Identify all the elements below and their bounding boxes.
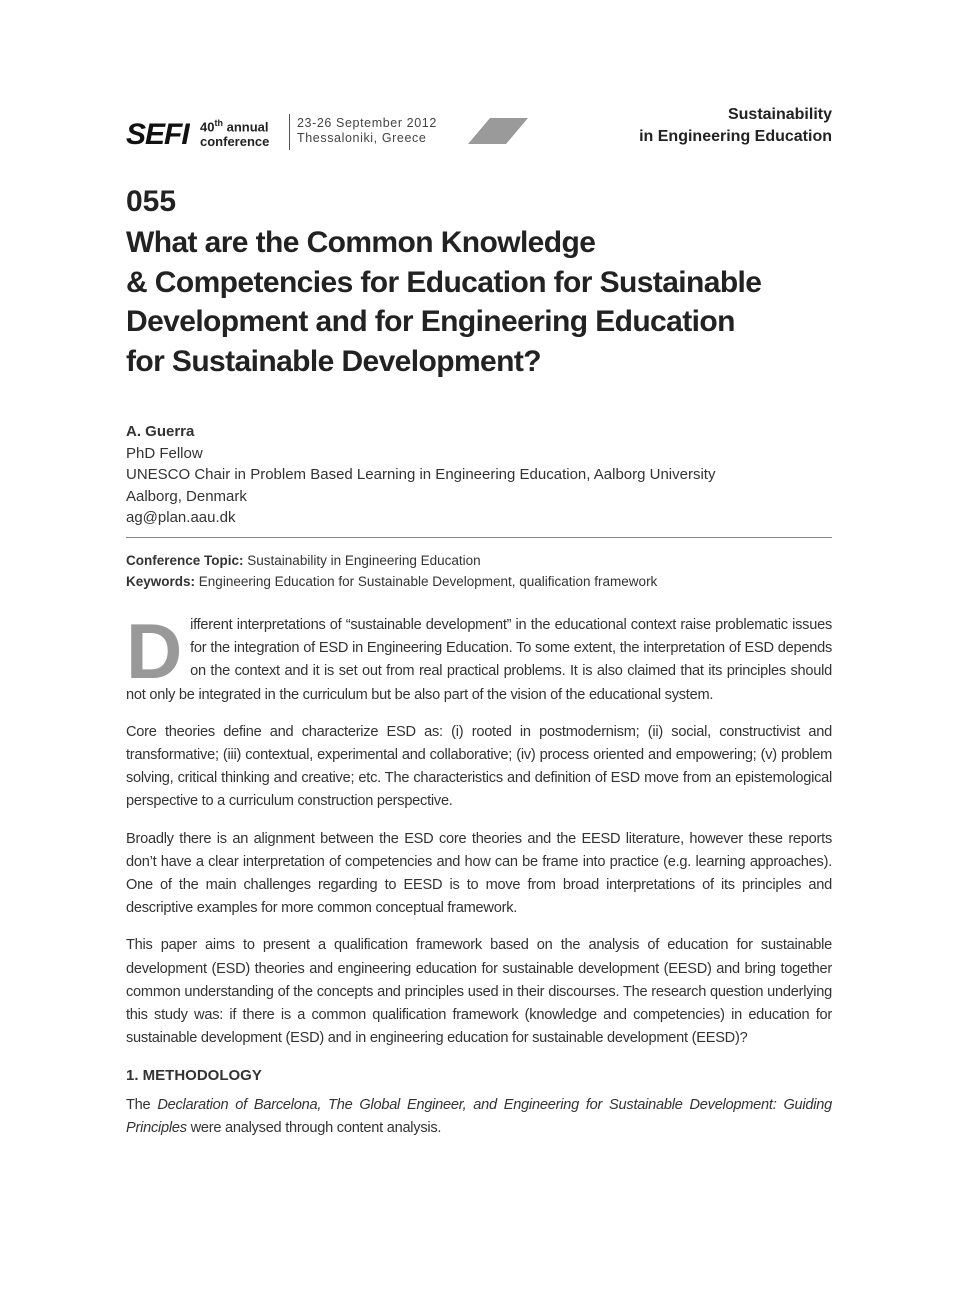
conference-series-title: [639, 104, 832, 148]
sefi-logo: [126, 118, 190, 148]
topic-value: Sustainability in Engineering Education: [247, 553, 481, 568]
conference-location: Thessaloniki, Greece: [297, 131, 427, 145]
section-divider: [126, 537, 832, 538]
body-paragraph: This paper aims to present a qualification framework based on the analysis of education for sustainable development (ESD) theories and engineering education for sustainable development (EESD) and bring together common understanding of the concepts and principles used in their discourses. The research question underlying this study was: if there is a common qualification framework (knowledge and competencies) in education for sustainable development (ESD) and in engineering education for sustainable development (EESD)?: [126, 937, 832, 1047]
annual-suffix: th: [214, 118, 223, 128]
author-affiliation: UNESCO Chair in Problem Based Learning in Engineering Education, Aalborg University: [126, 466, 716, 483]
sefi-logo-text: SEFI: [126, 118, 189, 148]
keywords-label: Keywords:: [126, 574, 196, 589]
keywords: [126, 571, 657, 592]
paragraph-text: were analysed through content analysis.: [186, 1119, 442, 1136]
author-position: PhD Fellow: [126, 444, 203, 462]
annual-word: annual: [226, 119, 269, 135]
conference-dates: 23-26 September 2012: [297, 116, 437, 130]
paper-title: [126, 223, 832, 381]
author-block: [126, 421, 715, 529]
body-paragraph: [126, 607, 832, 707]
body-paragraph: Core theories define and characterize ESD as: (i) rooted in postmodernism; (ii) social, constructivist and transformative; (iii) contextual, experimental and collaborative; (iv) process oriented and empowering; (v) problem solving, critical thinking and creative; etc. The characteristics and definition of ESD move from an epistemological perspective to a curriculum construction perspective.: [126, 723, 832, 810]
keywords-value: Engineering Education for Sustainable Development, qualification framework: [198, 574, 658, 589]
drop-cap: D: [126, 607, 183, 695]
series-line-1: Sustainability: [727, 106, 832, 123]
paper-body: [126, 607, 832, 1154]
conference-word: conference: [200, 134, 270, 150]
author-email[interactable]: ag@plan.aau.dk: [126, 509, 236, 526]
body-paragraph: Broadly there is an alignment between the ESD core theories and the EESD literature, however these reports don’t have a clear interpretation of competencies and how can be frame into practice (e.g. learning approaches). One of the main challenges regarding to EESD is to move from broad interpretations of its principles and descriptive examples for more common conceptual framework.: [126, 830, 832, 917]
body-paragraph: [126, 1094, 832, 1140]
title-line: What are the Common Knowledge: [126, 226, 596, 259]
paragraph-text: The: [126, 1096, 158, 1113]
italic-titles: Declaration of Barcelona, The Global Engineer, and Engineering for Sustainable Development: Guiding Principles: [126, 1096, 832, 1136]
conference-header: [126, 104, 832, 154]
decorative-parallelogram-icon: [468, 118, 528, 144]
conference-edition: [200, 116, 269, 149]
annual-number: 40: [200, 119, 215, 135]
title-line: for Sustainable Development?: [126, 344, 541, 378]
topic-label: Conference Topic:: [126, 553, 244, 568]
paper-metadata: [126, 550, 657, 592]
paragraph-text: ifferent interpretations of “sustainable development” in the educational context raise problematic issues for the integration of ESD in Engineering Education. To some extent, the interpretation of ESD depends on the context and it is set out from real practical problems. It is also claimed that its principles should not only be integrated in the curriculum but be also part of the vision of the educational system.: [126, 617, 832, 703]
conference-topic: [126, 550, 657, 571]
section-heading-methodology: 1. METHODOLOGY: [126, 1067, 262, 1085]
paper-number: 055: [126, 185, 177, 218]
header-divider: [289, 114, 290, 150]
paper-page: [126, 0, 832, 1316]
title-line: & Competencies for Education for Sustainable: [126, 265, 762, 299]
author-location: Aalborg, Denmark: [126, 487, 247, 505]
series-line-2: in Engineering Education: [639, 128, 832, 145]
author-name: A. Guerra: [126, 423, 195, 440]
title-line: Development and for Engineering Education: [126, 305, 735, 338]
conference-dates-block: [297, 116, 437, 146]
